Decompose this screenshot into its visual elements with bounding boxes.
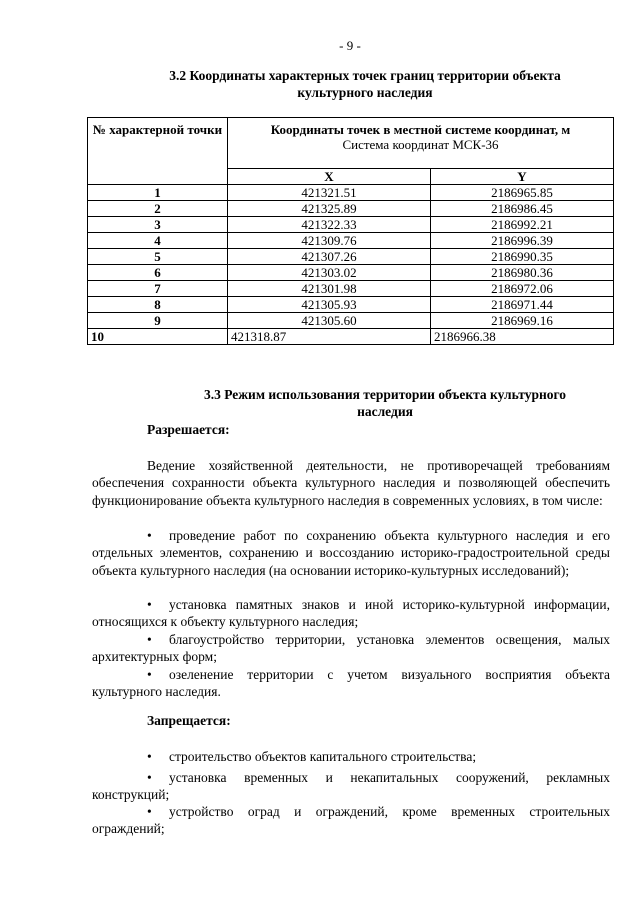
allowed-item — [92, 596, 610, 631]
bullet-icon: • — [147, 667, 152, 682]
table-row — [88, 185, 614, 201]
header-coordinates — [228, 118, 614, 169]
point-number: 9 — [88, 313, 228, 329]
header-coordinate-system: Система координат МСК-36 — [342, 137, 499, 152]
point-number: 1 — [88, 185, 228, 201]
table-row — [88, 329, 614, 345]
coord-y: 2186972.06 — [431, 281, 614, 297]
coord-x: 421307.26 — [228, 249, 431, 265]
table-row — [88, 217, 614, 233]
section-3-2-title-line1: 3.2 Координаты характерных точек границ территории объекта — [169, 68, 561, 83]
coord-y: 2186966.38 — [431, 329, 614, 345]
allowed-label: Разрешается: — [147, 422, 230, 437]
allowed-item-text: проведение работ по сохранению объекта культурного наследия и его отдельных элементов, сохранению и воссозданию историко-градостроительной среды объекта культурного наследия (на основании историко-культурных исследований); — [92, 528, 610, 578]
allowed-item — [92, 527, 610, 579]
section-3-3-heading — [150, 386, 620, 420]
header-y: Y — [431, 169, 614, 185]
forbidden-item-text: устройство оград и ограждений, кроме временных строительных ограждений; — [92, 804, 610, 837]
point-number: 2 — [88, 201, 228, 217]
bullet-icon: • — [147, 597, 152, 612]
header-coordinates-title: Координаты точек в местной системе координат, м — [270, 122, 571, 137]
point-number: 6 — [88, 265, 228, 281]
allowed-item-text: благоустройство территории, установка элементов освещения, малых архитектурных форм; — [92, 632, 610, 665]
allowed-intro-paragraph — [92, 457, 610, 509]
table-row — [88, 313, 614, 329]
point-number: 3 — [88, 217, 228, 233]
table-row — [88, 233, 614, 249]
coord-y: 2186965.85 — [431, 185, 614, 201]
point-number: 8 — [88, 297, 228, 313]
forbidden-item — [92, 748, 610, 765]
allowed-item — [92, 631, 610, 666]
coord-y: 2186971.44 — [431, 297, 614, 313]
coordinates-table — [87, 117, 614, 345]
point-number: 7 — [88, 281, 228, 297]
forbidden-item — [92, 803, 610, 838]
allowed-item — [92, 666, 610, 701]
coord-x: 421305.60 — [228, 313, 431, 329]
coord-y: 2186980.36 — [431, 265, 614, 281]
section-3-3-title-line2: наследия — [357, 404, 413, 419]
coord-y: 2186990.35 — [431, 249, 614, 265]
forbidden-item — [92, 769, 610, 804]
coord-x: 421322.33 — [228, 217, 431, 233]
section-3-2-title-line2: культурного наследия — [297, 85, 433, 100]
coord-y: 2186986.45 — [431, 201, 614, 217]
table-row — [88, 297, 614, 313]
forbidden-label: Запрещается: — [147, 713, 231, 728]
table-row — [88, 265, 614, 281]
forbidden-item-text: установка временных и некапитальных сооружений, рекламных конструкций; — [92, 770, 610, 803]
forbidden-item-text: строительство объектов капитального строительства; — [169, 749, 477, 764]
page-number: - 9 - — [339, 38, 361, 53]
coord-x: 421325.89 — [228, 201, 431, 217]
bullet-icon: • — [147, 770, 152, 785]
coord-x: 421305.93 — [228, 297, 431, 313]
coord-y: 2186992.21 — [431, 217, 614, 233]
point-number: 10 — [88, 329, 228, 345]
coord-x: 421318.87 — [228, 329, 431, 345]
section-3-2-heading — [130, 67, 600, 101]
header-x: X — [228, 169, 431, 185]
coord-y: 2186996.39 — [431, 233, 614, 249]
bullet-icon: • — [147, 804, 152, 819]
section-3-3-title-line1: 3.3 Режим использования территории объекта культурного — [203, 387, 567, 402]
allowed-intro-text: Ведение хозяйственной деятельности, не противоречащей требованиям обеспечения сохранности объекта культурного наследия и позволяющей обеспечить функционирование объекта культурного наследия в современных условиях, в том числе: — [92, 458, 610, 508]
coord-x: 421321.51 — [228, 185, 431, 201]
header-point-number: № характерной точки — [88, 118, 228, 185]
table-row — [88, 249, 614, 265]
allowed-item-text: озеленение территории с учетом визуального восприятия объекта культурного наследия. — [92, 667, 610, 700]
point-number: 5 — [88, 249, 228, 265]
coord-x: 421303.02 — [228, 265, 431, 281]
point-number: 4 — [88, 233, 228, 249]
bullet-icon: • — [147, 528, 152, 543]
coord-x: 421309.76 — [228, 233, 431, 249]
bullet-icon: • — [147, 749, 152, 764]
table-row — [88, 281, 614, 297]
coord-y: 2186969.16 — [431, 313, 614, 329]
allowed-item-text: установка памятных знаков и иной историко-культурной информации, относящихся к объекту культурного наследия; — [92, 597, 610, 630]
table-header-row — [88, 118, 614, 169]
coord-x: 421301.98 — [228, 281, 431, 297]
bullet-icon: • — [147, 632, 152, 647]
table-row — [88, 201, 614, 217]
